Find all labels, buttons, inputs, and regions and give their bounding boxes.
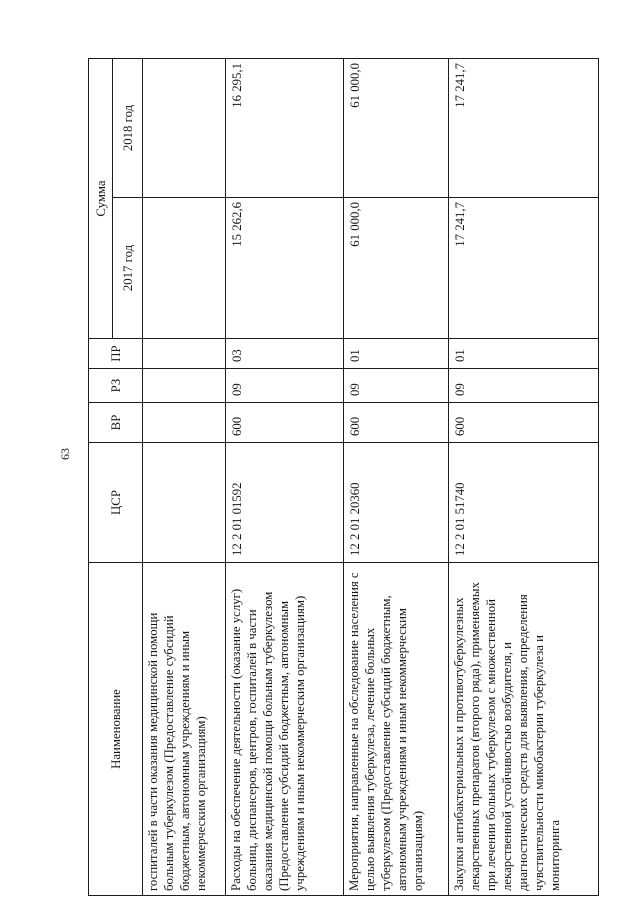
cell-rz: 09 bbox=[226, 369, 344, 403]
cell-sum-2017: 61 000,0 bbox=[344, 198, 449, 339]
cell-pr: 01 bbox=[449, 339, 599, 369]
cell-csr: 12 2 01 51740 bbox=[449, 443, 599, 563]
table-row bbox=[143, 59, 226, 896]
header-row-top bbox=[89, 59, 113, 896]
cell-vr: 600 bbox=[449, 403, 599, 443]
cell-sum-2017 bbox=[143, 198, 226, 339]
cell-csr: 12 2 01 20360 bbox=[344, 443, 449, 563]
cell-csr bbox=[143, 443, 226, 563]
cell-sum-2017: 15 262,6 bbox=[226, 198, 344, 339]
cell-csr: 12 2 01 01592 bbox=[226, 443, 344, 563]
cell-name: Мероприятия, направленные на обследование населения с целью выявления туберкулеза, лечение больных туберкулезом (Предоставление субсидий бюджетным, автономным учреждениям и иным некоммерческим организациям) bbox=[344, 563, 449, 896]
cell-vr bbox=[143, 403, 226, 443]
table-row bbox=[226, 59, 344, 896]
cell-rz: 09 bbox=[449, 369, 599, 403]
header-vr: ВР bbox=[89, 403, 143, 443]
page-number: 63 bbox=[58, 448, 72, 460]
table-row bbox=[344, 59, 449, 896]
cell-sum-2018 bbox=[143, 59, 226, 198]
header-sum: Сумма bbox=[89, 59, 113, 339]
cell-name: Закупки антибактериальных и противотуберкулезных лекарственных препаратов (второго ряда), применяемых при лечении больных туберкулезом с множественной лекарственной устойчивостью возбудителя, и диагностических средств для выявления, определения чувствительности микобактерии туберкулеза и мониторинга bbox=[449, 563, 599, 896]
cell-rz bbox=[143, 369, 226, 403]
header-rz: РЗ bbox=[89, 369, 143, 403]
cell-sum-2018: 16 295,1 bbox=[226, 59, 344, 198]
cell-name: госпиталей в части оказания медицинской помощи больным туберкулезом (Предоставление субсидий бюджетным, автономным учреждениям и иным некоммерческим организациям) bbox=[143, 563, 226, 896]
rotated-landscape-page bbox=[88, 59, 598, 896]
header-csr: ЦСР bbox=[89, 443, 143, 563]
cell-sum-2018: 17 241,7 bbox=[449, 59, 599, 198]
cell-sum-2017: 17 241,7 bbox=[449, 198, 599, 339]
cell-sum-2018: 61 000,0 bbox=[344, 59, 449, 198]
header-pr: ПР bbox=[89, 339, 143, 369]
header-name: Наименование bbox=[89, 563, 143, 896]
cell-vr: 600 bbox=[226, 403, 344, 443]
cell-pr bbox=[143, 339, 226, 369]
cell-rz: 09 bbox=[344, 369, 449, 403]
table-row bbox=[449, 59, 599, 896]
header-year-2018: 2018 год bbox=[113, 59, 143, 198]
header-year-2017: 2017 год bbox=[113, 198, 143, 339]
cell-pr: 01 bbox=[344, 339, 449, 369]
budget-table bbox=[88, 58, 599, 896]
cell-name: Расходы на обеспечение деятельности (оказание услуг) больниц, диспансеров, центров, госпиталей в части оказания медицинской помощи больным туберкулезом (Предоставление субсидий бюджетным, автономным учреждениям и иным некоммерческим организациям) bbox=[226, 563, 344, 896]
cell-vr: 600 bbox=[344, 403, 449, 443]
cell-pr: 03 bbox=[226, 339, 344, 369]
